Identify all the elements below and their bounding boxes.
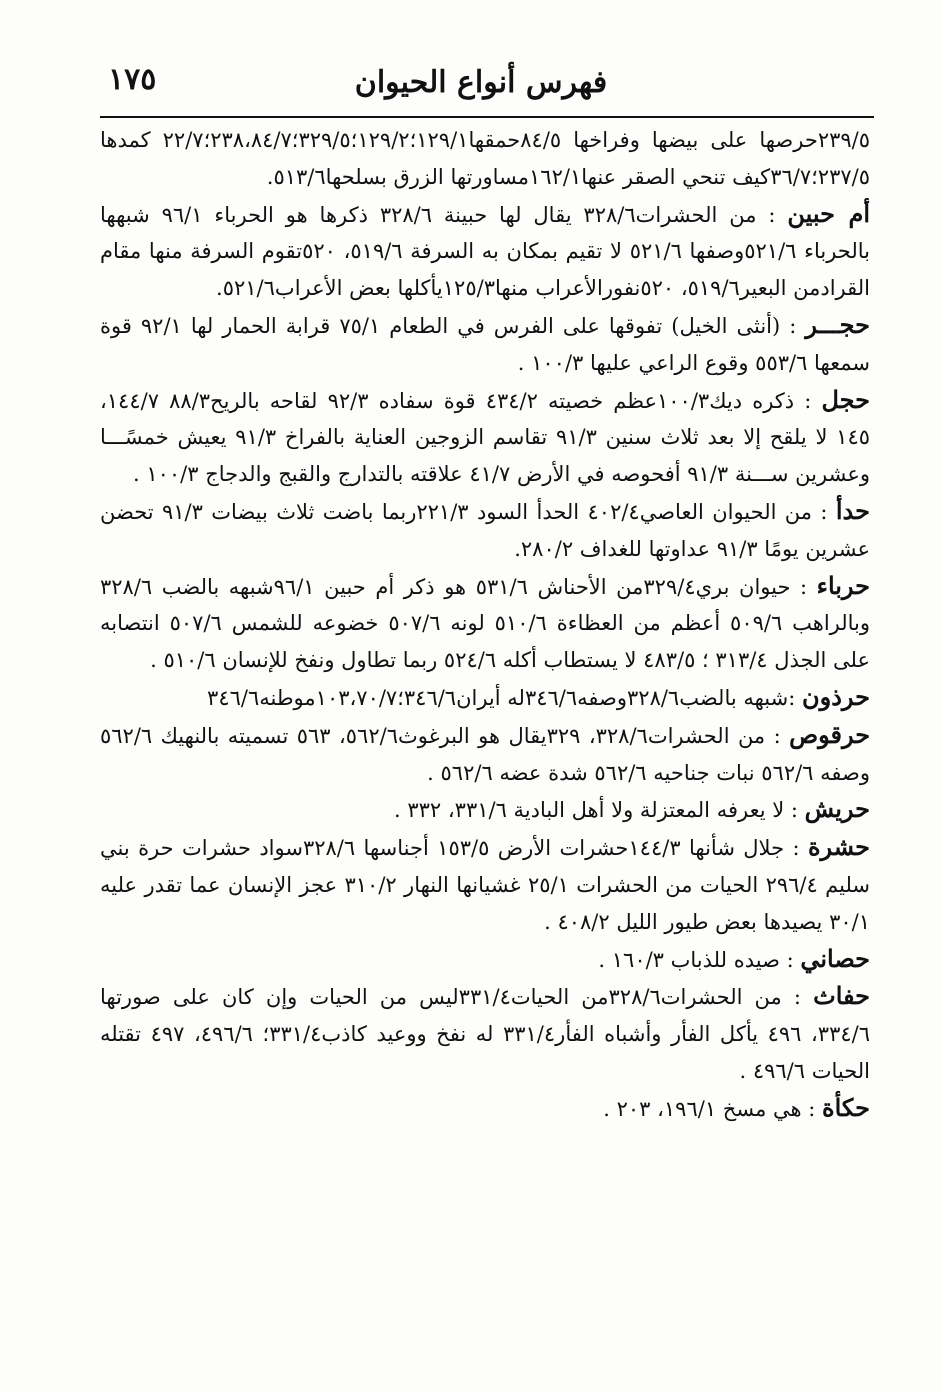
entry-text: : جلال شأنها ١٤٤/٣حشرات الأرض ١٥٣/٥ أجناسها ٣٢٨/٦سواد حشرات حرة بني سليم ٢٩٦/٤ الحيات من الحشرات ٢٥/١ غشيانها النهار ٣١٠/٢ عجز الإنسان عما تقدر عليه ٣٠/١ يصيدها بعض طيور الليل ٤٠٨/٢ .: [100, 836, 870, 934]
header-rule: [100, 116, 874, 118]
index-entry: [100, 382, 870, 493]
entry-term: حرباء: [816, 570, 871, 600]
entry-term: حجـــر: [805, 309, 870, 339]
entry-text: : (أنثى الخيل) تفوقها على الفرس في الطعام ٧٥/١ قرابة الحمار لها ٩٢/١ قوة سمعها ٥٥٣/٦ وقوع الراعي عليها ١٠٠/٣ .: [100, 313, 870, 375]
index-entry: [100, 196, 870, 307]
index-entry: [100, 978, 870, 1089]
entry-text: : من الحشرات٣٢٨/٦من الحيات٣٣١/٤ليس من الحيات وإن كان على صورتها ٣٣٤/٦، ٤٩٦ يأكل الفأر وأشباه الفأر٣٣١/٤ له نفخ ووعيد كاذب٣٣١/٤؛ ٤٩٦/٦، ٤٩٧ تقتله الحيات ٤٩٦/٦ .: [100, 985, 870, 1083]
index-entry: [100, 941, 870, 979]
page-header: [100, 52, 862, 112]
index-entry: [100, 791, 870, 829]
index-entry: [100, 493, 870, 568]
entry-text: : ذكره ديك١٠٠/٣عظم خصيته ٤٣٤/٢ قوة سفاده ٩٢/٣ لقاحه بالريح٨٨/٣ ١٤٤/٧، ١٤٥ لا يلقح إلا بعد ثلاث سنين ٩١/٣ تقاسم الزوجين العناية بالفراخ ٩١/٣ يعيش خمسًـــا وعشرين ســـنة ٩١/٣ أفحوصه في الأرض ٤١/٧ علاقته بالتدارج والقبج والدجاج ١٠٠/٣ .: [100, 388, 871, 487]
entry-term: أم حبين: [787, 198, 870, 228]
index-entry: [100, 122, 870, 196]
entry-text: : هي مسخ ١٩٦/١، ٢٠٣ .: [603, 1096, 816, 1121]
entry-term: حشرة: [807, 832, 870, 862]
index-entry: [100, 568, 870, 679]
index-entry: [100, 829, 870, 940]
entry-term: حدأ: [835, 495, 870, 525]
index-content: [100, 122, 870, 1128]
index-entry: [100, 717, 870, 792]
entry-term: حكأة: [822, 1092, 870, 1122]
entry-term: حرقوص: [789, 719, 871, 749]
entry-text: :شبهه بالضب٣٢٨/٦وصفه٣٤٦/٦له أيران٣٤٦/٦؛١٠٣،٧٠/٧موطنه٣٤٦/٦: [207, 685, 796, 710]
index-entry: [100, 307, 870, 382]
entry-term: حصاني: [800, 943, 870, 973]
entry-text: : من الحشرات٣٢٨/٦، ٣٢٩يقال هو البرغوث٥٦٢/٦، ٥٦٣ تسميته بالنهيك ٥٦٢/٦ وصفه ٥٦٢/٦ نبات جناحيه ٥٦٢/٦ شدة عضه ٥٦٢/٦ .: [100, 723, 870, 785]
entry-text: : من الحشرات٣٢٨/٦ يقال لها حبينة ٣٢٨/٦ ذكرها هو الحرباء ٩٦/١ شبهها بالحرباء ٥٢١/٦وصفها ٥٢١/٦ لا تقيم بمكان به السرفة ٥١٩/٦، ٥٢٠تقوم السرفة منها مقام القرادمن البعير٥١٩/٦، ٥٢٠نفورالأعراب منها١٢٥/٣يأكلها بعض الأعراب٥٢١/٦.: [100, 202, 871, 301]
page-number: ١٧٥: [108, 62, 157, 97]
entry-text: : صيده للذباب ١٦٠/٣ .: [598, 947, 794, 972]
entry-term: حرذون: [802, 681, 870, 711]
page-title: فهرس أنواع الحيوان: [354, 64, 608, 100]
entry-term: حريش: [804, 794, 870, 824]
index-entry: [100, 679, 870, 717]
entry-text: : لا يعرفه المعتزلة ولا أهل البادية ٣٣١/٦، ٣٣٢ .: [394, 798, 798, 823]
entry-term: حفاث: [813, 981, 871, 1011]
index-entry: [100, 1090, 870, 1128]
entry-text: : من الحيوان العاصي٤٠٢/٤ الحدأ السود ٢٢١/٣ربما باضت ثلاث بيضات ٩١/٣ تحضن عشرين يومًا ٩١/٣ عداوتها للغداف ٢٨٠/٢.: [100, 499, 870, 561]
entry-text: : حيوان بري٣٢٩/٤من الأحناش ٥٣١/٦ هو ذكر أم حبين ٩٦/١شبهه بالضب ٣٢٨/٦ وبالراهب ٥٠٩/٦ أعظم من العظاءة ٥١٠/٦ لونه ٥٠٧/٦ خضوعه للشمس ٥٠٧/٦ انتصابه على الجذل ٣١٣/٤ ؛ ٤٨٣/٥ لا يستطاب أكله ٥٢٤/٦ ربما تطاول ونفخ للإنسان ٥١٠/٦ .: [100, 574, 871, 673]
entry-term: حجل: [821, 384, 870, 414]
entry-text: ٢٣٩/٥حرصها على بيضها وفراخها ٨٤/٥حمقها١٢٩/١؛١٢٩/٢؛٣٢٩/٥؛٢٣٨،٨٤/٧؛٢٢/٧ كمدها ٢٣٧/٥؛٣٦/٧كيف تنحي الصقر عنها١٦٢/١مساورتها الزرق بسلحها٥١٣/٦.: [100, 128, 871, 189]
